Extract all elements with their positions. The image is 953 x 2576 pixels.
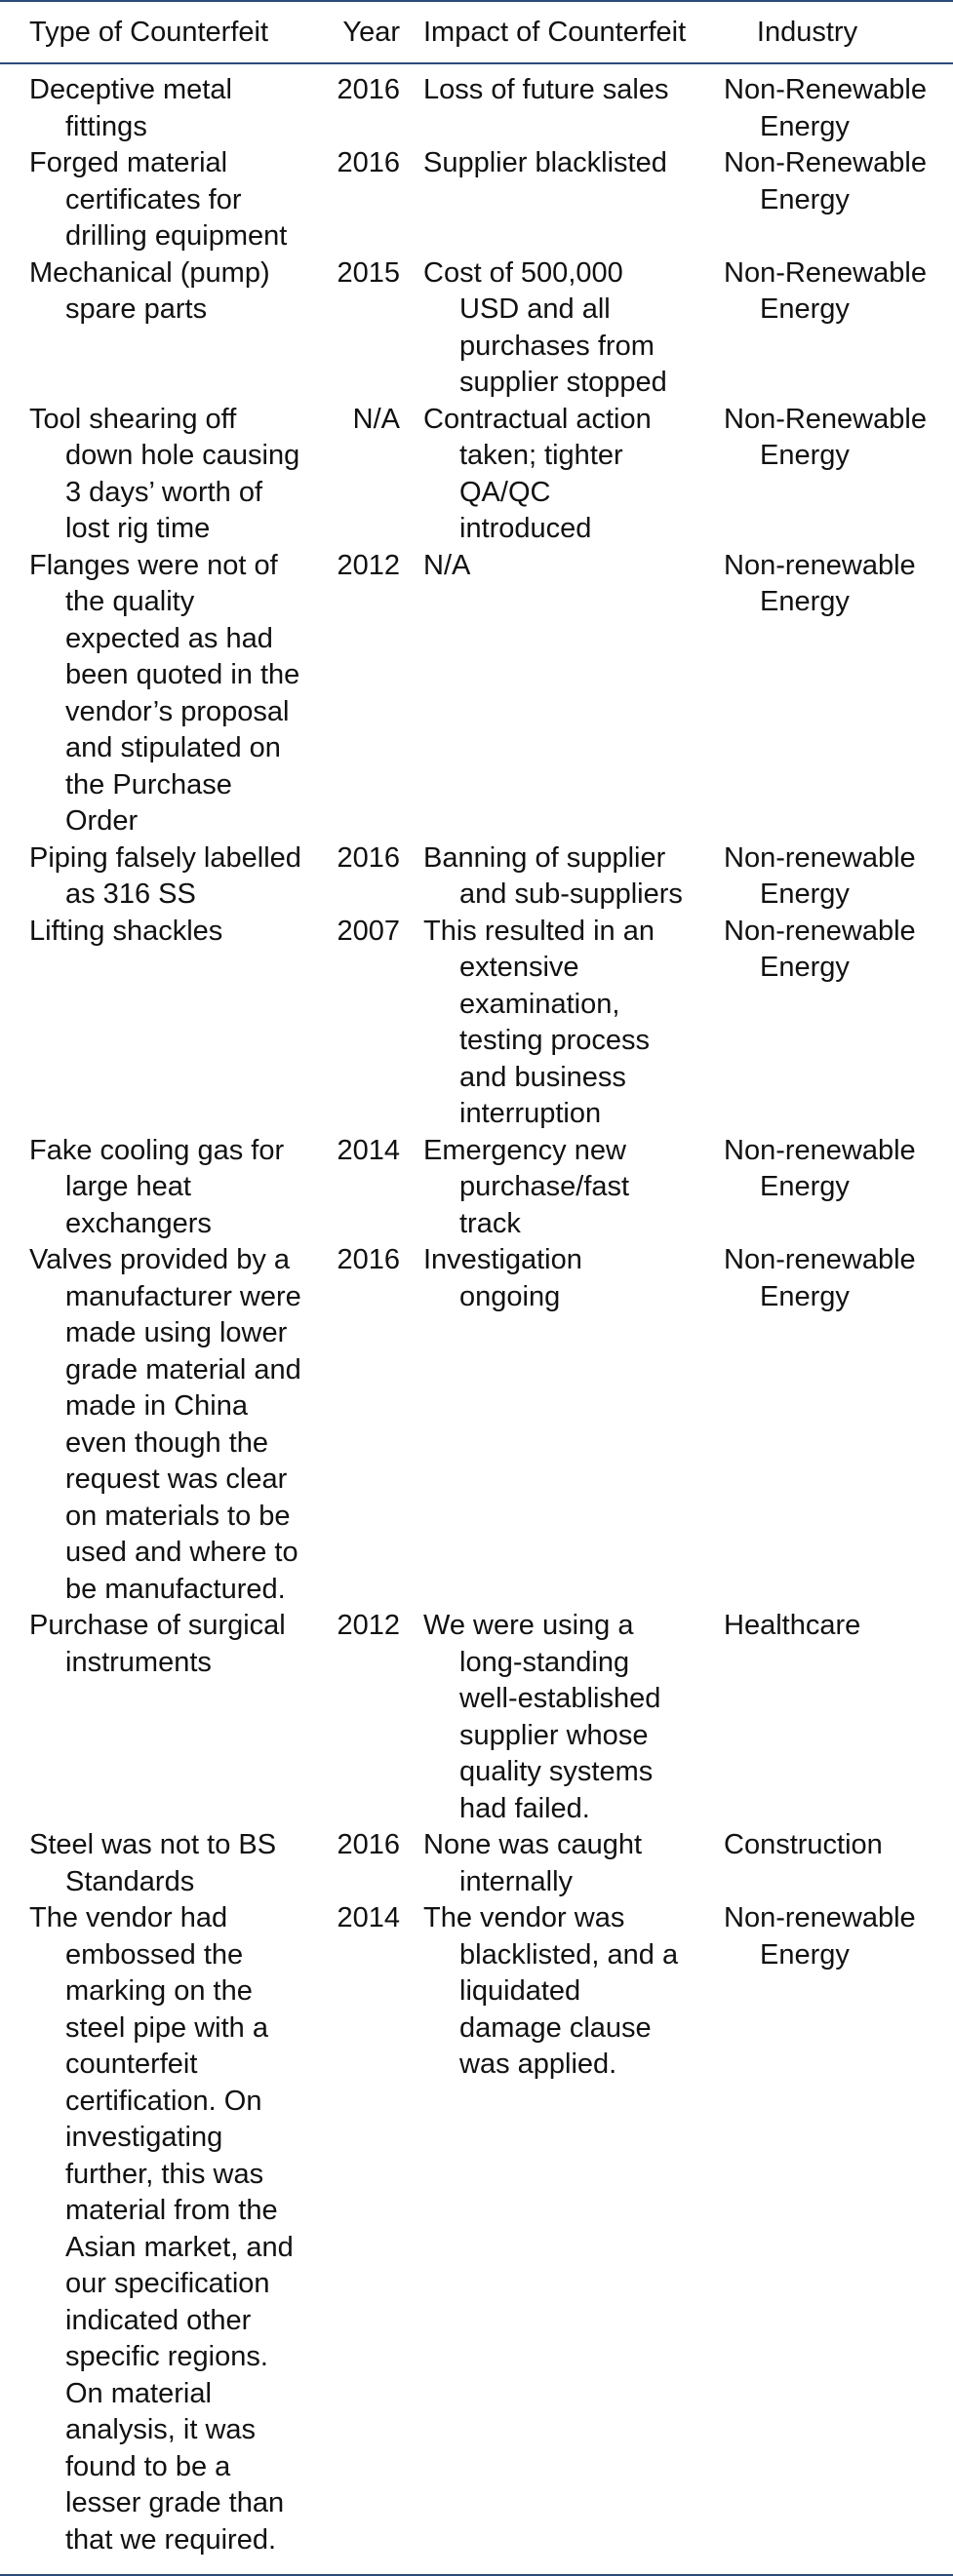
cell-year: 2016 bbox=[337, 74, 400, 105]
cell-industry: Non-renewable Energy bbox=[724, 841, 916, 910]
table-header bbox=[0, 1, 953, 63]
table-row bbox=[0, 63, 953, 145]
table-row bbox=[0, 1900, 953, 2575]
cell-year: 2016 bbox=[337, 841, 400, 874]
cell-industry: Non-Renewable Energy bbox=[724, 403, 927, 471]
cell-year: 2016 bbox=[337, 1829, 400, 1860]
cell-type: Tool shearing off down hole causing 3 days’ worth of lost rig time bbox=[29, 403, 300, 544]
cell-impact: Banning of supplier and sub-suppliers bbox=[423, 841, 683, 910]
cell-industry: Non-renewable Energy bbox=[724, 549, 916, 617]
cell-type: Mechanical (pump) spare parts bbox=[29, 256, 270, 325]
cell-type: Lifting shackles bbox=[29, 915, 223, 947]
cell-impact: Loss of future sales bbox=[423, 74, 669, 105]
cell-year: 2012 bbox=[337, 549, 400, 581]
cell-impact: This resulted in an extensive examination, testing process and business interruption bbox=[423, 915, 655, 1129]
cell-industry: Construction bbox=[724, 1829, 883, 1860]
header-row bbox=[0, 1, 953, 63]
cell-industry: Non-Renewable Energy bbox=[724, 74, 927, 142]
table-row bbox=[0, 255, 953, 402]
header-industry: Industry bbox=[700, 1, 953, 63]
cell-industry: Non-renewable Energy bbox=[724, 1134, 916, 1202]
header-year: Year bbox=[316, 1, 402, 63]
cell-type: Forged material certificates for drilling equipment bbox=[29, 147, 288, 252]
cell-impact: The vendor was blacklisted, and a liquidated damage clause was applied. bbox=[423, 1902, 679, 2080]
cell-type: Fake cooling gas for large heat exchangers bbox=[29, 1134, 285, 1239]
cell-year: 2015 bbox=[337, 256, 400, 289]
table-body bbox=[0, 63, 953, 2575]
header-impact: Impact of Counterfeit bbox=[402, 1, 700, 63]
cell-impact: Emergency new purchase/fast track bbox=[423, 1134, 630, 1239]
table-row bbox=[0, 1608, 953, 1827]
cell-type: Flanges were not of the quality expected as had been quoted in the vendor’s proposal and stipulated on the Purchase Order bbox=[29, 549, 300, 837]
cell-impact: None was caught internally bbox=[423, 1829, 643, 1897]
cell-year: 2016 bbox=[337, 147, 400, 178]
table-row bbox=[0, 1133, 953, 1243]
cell-type: Deceptive metal fittings bbox=[29, 74, 232, 142]
cell-year: N/A bbox=[352, 403, 400, 435]
cell-type: Piping falsely labelled as 316 SS bbox=[29, 841, 301, 910]
cell-industry: Non-renewable Energy bbox=[724, 1244, 916, 1312]
cell-type: Purchase of surgical instruments bbox=[29, 1610, 286, 1678]
cell-year: 2014 bbox=[337, 1134, 400, 1166]
cell-impact: We were using a long-standing well-established supplier whose quality systems had failed. bbox=[423, 1610, 661, 1824]
table-row bbox=[0, 402, 953, 548]
cell-year: 2012 bbox=[337, 1610, 400, 1641]
cell-impact: Cost of 500,000 USD and all purchases from supplier stopped bbox=[423, 256, 667, 398]
cell-type: Valves provided by a manufacturer were made using lower grade material and made in China even though the request was clear on materials to be used and where to be manufactured. bbox=[29, 1244, 301, 1605]
table-row bbox=[0, 840, 953, 914]
cell-industry: Non-renewable Energy bbox=[724, 915, 916, 983]
table-row bbox=[0, 1242, 953, 1608]
cell-industry: Non-Renewable Energy bbox=[724, 147, 927, 215]
cell-impact: Contractual action taken; tighter QA/QC introduced bbox=[423, 403, 652, 544]
table-row bbox=[0, 548, 953, 840]
cell-type: The vendor had embossed the marking on the steel pipe with a counterfeit certification. On investigating further, this was material from the Asian market, and our specification indicated other specific regions. On material analysis, it was found to be a lesser grade than that we required. bbox=[29, 1902, 294, 2556]
cell-year: 2014 bbox=[316, 1900, 402, 2575]
cell-type: Steel was not to BS Standards bbox=[29, 1829, 277, 1897]
table-row bbox=[0, 914, 953, 1133]
cell-impact: N/A bbox=[423, 549, 471, 581]
cell-industry: Non-Renewable Energy bbox=[724, 256, 927, 325]
cell-year: 2016 bbox=[337, 1244, 400, 1275]
table-row bbox=[0, 145, 953, 255]
cell-impact: Supplier blacklisted bbox=[423, 147, 667, 178]
cell-industry: Healthcare bbox=[724, 1610, 861, 1641]
header-type: Type of Counterfeit bbox=[0, 1, 316, 63]
cell-impact: Investigation ongoing bbox=[423, 1244, 582, 1312]
cell-industry: Non-renewable Energy bbox=[724, 1902, 916, 1971]
cell-year: 2007 bbox=[337, 915, 400, 947]
table-row bbox=[0, 1827, 953, 1900]
